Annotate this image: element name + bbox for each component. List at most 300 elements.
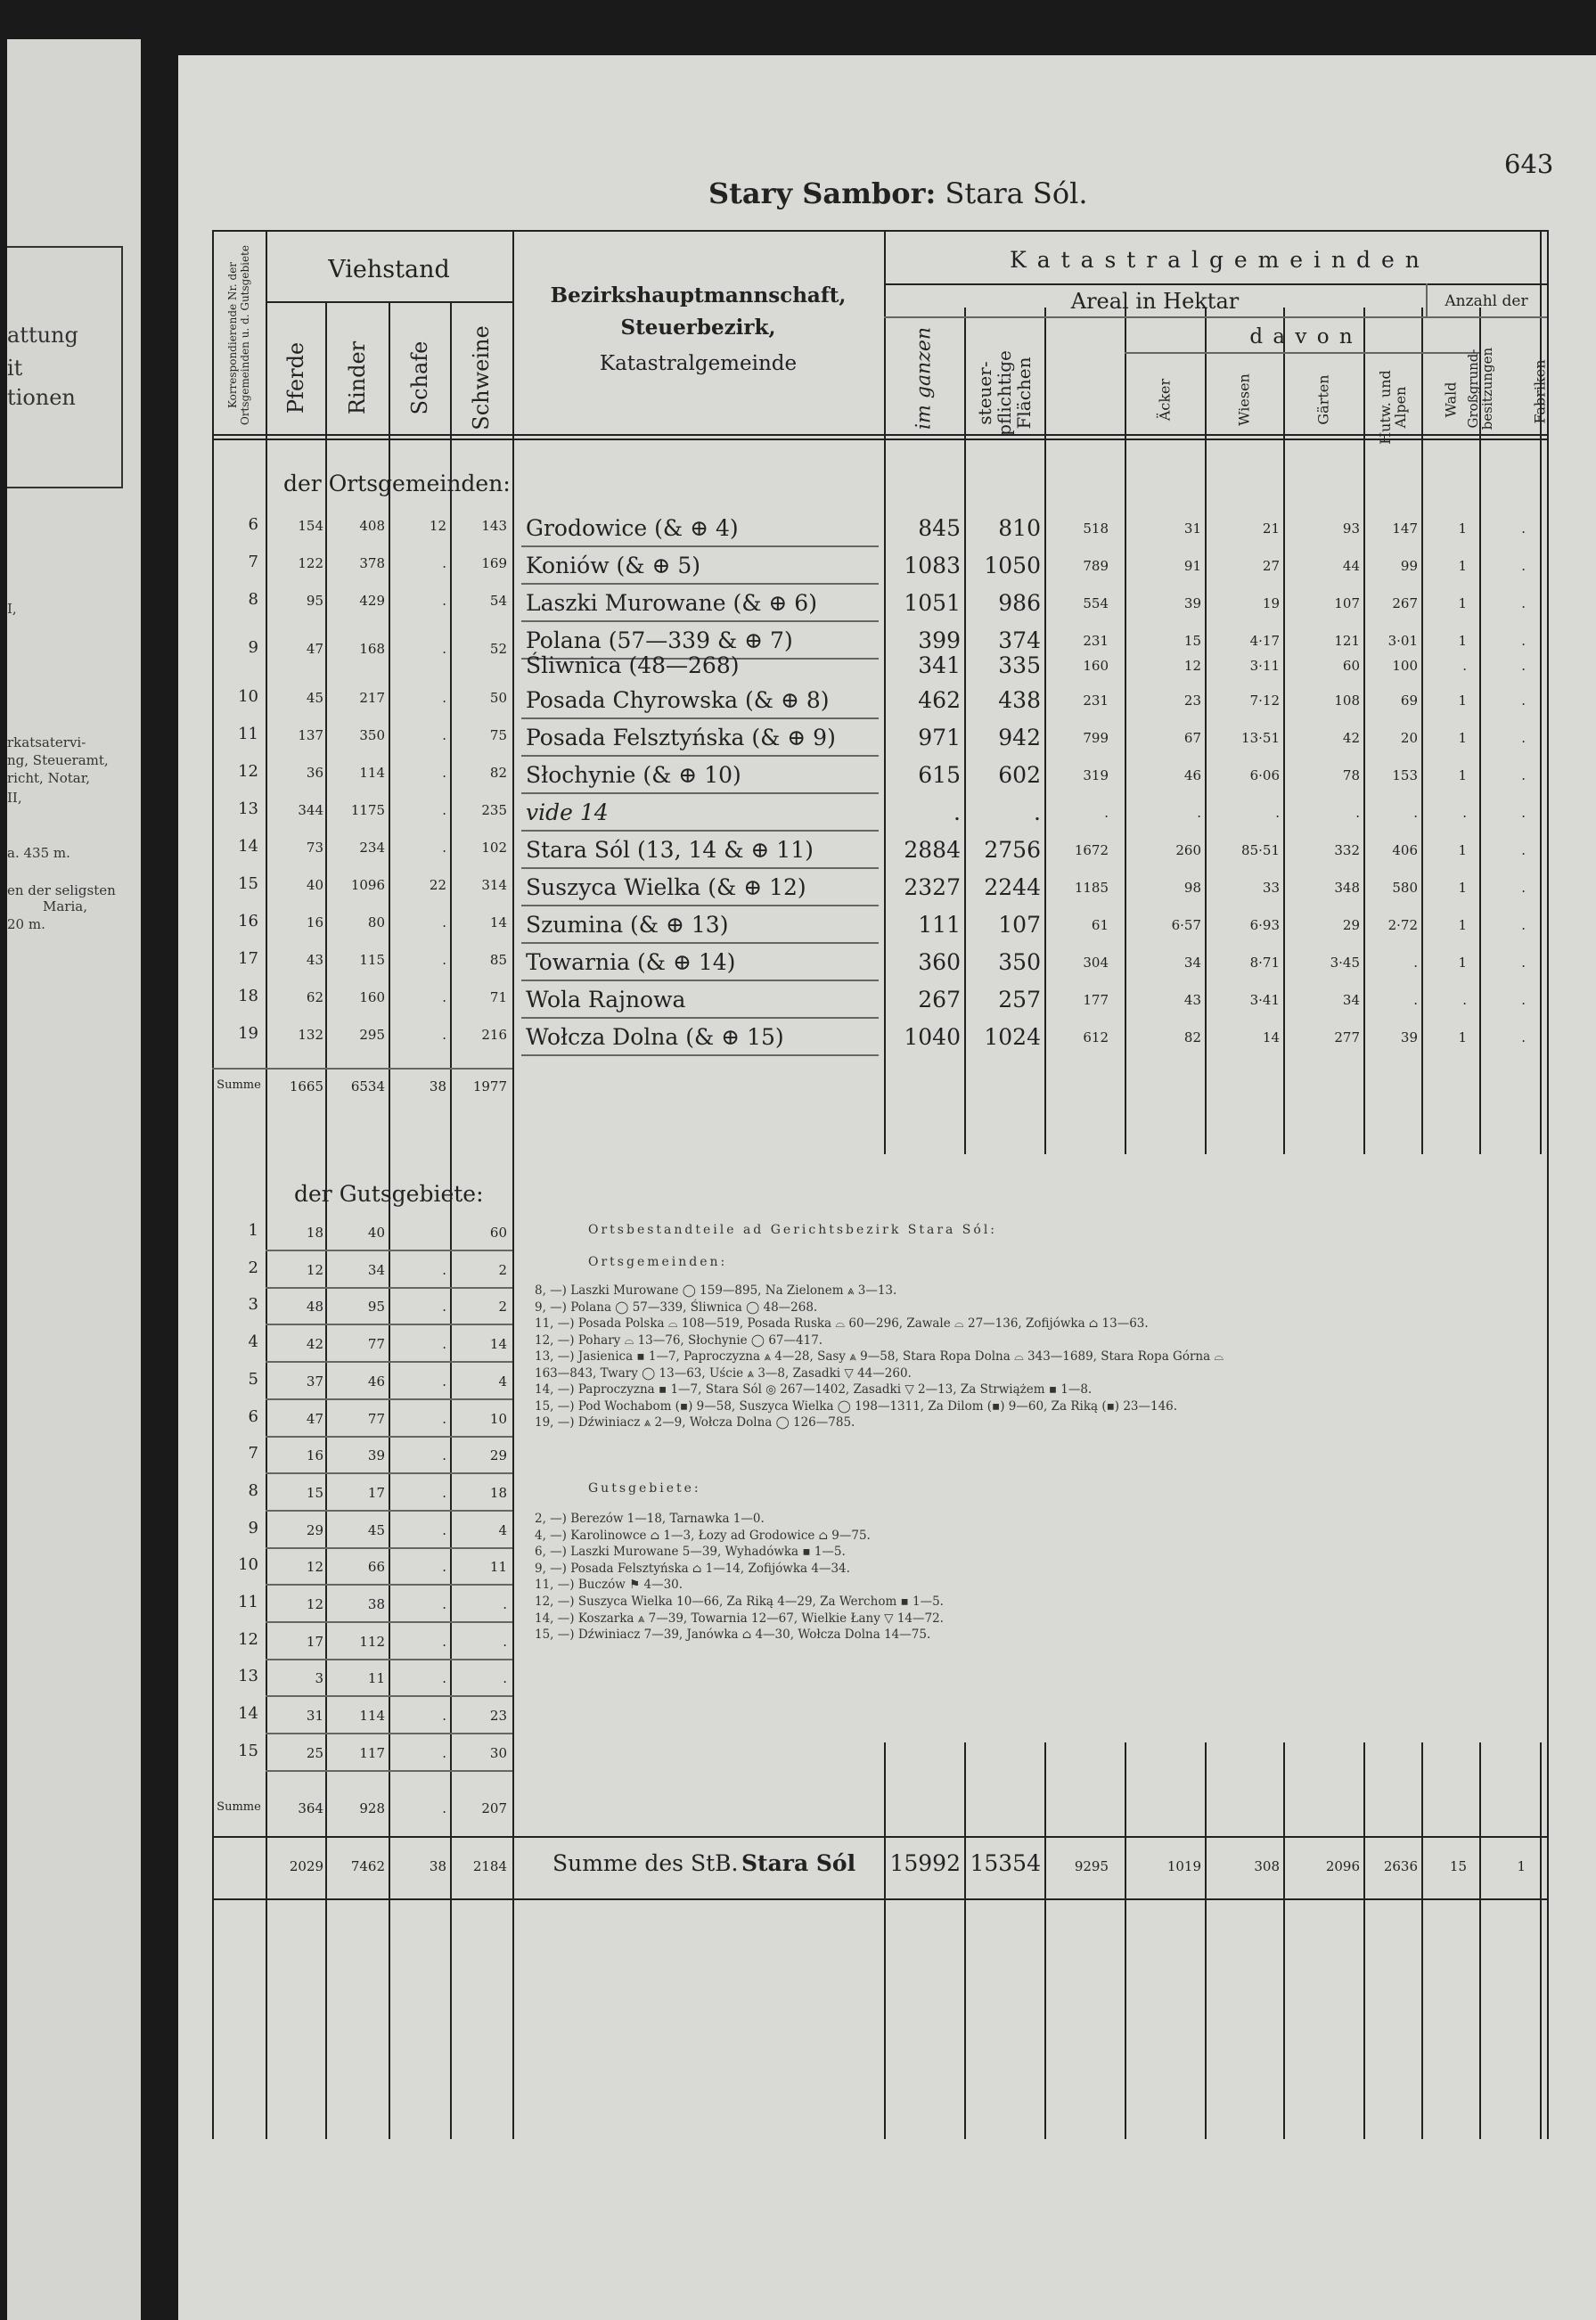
aecker: 554 — [1083, 595, 1109, 611]
guts-schweine: 4 — [498, 1521, 507, 1538]
wald: 406 — [1392, 842, 1418, 858]
vieh-col-header-1: Rinder — [344, 340, 370, 415]
guts-sum-pferde: 364 — [298, 1800, 323, 1816]
wald: 2·72 — [1387, 917, 1418, 933]
guts-row-rule — [266, 1695, 512, 1697]
fabriken: . — [1521, 842, 1526, 858]
im-ganzen-header: im ganzen — [913, 326, 936, 430]
fabriken: . — [1521, 693, 1526, 709]
legend-guts-line: 12, —) Suszyca Wielka 10—66, Za Riką 4—29, Za Werchom ▪ 1—5. — [535, 1594, 944, 1609]
pferde: 43 — [306, 952, 323, 968]
schafe: . — [442, 989, 446, 1005]
guts-schafe: . — [442, 1299, 446, 1316]
row-nr: 10 — [238, 687, 258, 706]
davon-col-header-0: Äcker — [1156, 378, 1174, 422]
steuerpflichtig: 602 — [998, 762, 1041, 788]
row-nr: 6 — [248, 515, 258, 534]
total-wald: 2636 — [1383, 1858, 1418, 1874]
orts-sum-rule — [212, 1068, 512, 1070]
guts-row-rule — [266, 1250, 512, 1251]
guts-schweine: 23 — [489, 1708, 507, 1725]
total-pferde: 2029 — [289, 1858, 323, 1874]
guts-pferde: 17 — [306, 1633, 323, 1650]
wald: 3·01 — [1387, 633, 1418, 649]
fabriken: . — [1521, 880, 1526, 896]
left-frag-8: en der seligsten — [7, 882, 116, 898]
hutweiden: 78 — [1342, 767, 1360, 783]
pferde: 344 — [298, 802, 323, 818]
legend-orts-line: 14, —) Paproczyzna ▪ 1—7, Stara Sól ◎ 267—1402, Zasadki ▽ 2—13, Za Strwiążem ▪ 1—8. — [535, 1382, 1093, 1397]
aecker: 319 — [1083, 767, 1109, 783]
gaerten: 4·17 — [1249, 633, 1280, 649]
wald: . — [1413, 992, 1418, 1008]
guts-nr: 1 — [248, 1221, 258, 1240]
guts-rinder: 40 — [367, 1225, 385, 1241]
wiesen: 67 — [1183, 730, 1201, 746]
header-bottom-rule-2 — [212, 439, 1547, 440]
schweine: 235 — [481, 802, 507, 818]
row-nr: 9 — [248, 638, 258, 657]
wiesen: 260 — [1175, 842, 1201, 858]
rinder: 234 — [359, 840, 385, 856]
total-gaerten: 308 — [1254, 1858, 1280, 1874]
fabriken: . — [1521, 992, 1526, 1008]
guts-pferde: 31 — [306, 1708, 323, 1725]
wiesen: 31 — [1183, 521, 1201, 537]
schweine: 169 — [481, 555, 507, 571]
guts-nr: 11 — [238, 1593, 258, 1611]
im-ganzen: 2327 — [904, 874, 961, 900]
fabriken: . — [1521, 558, 1526, 574]
guts-rinder: 117 — [359, 1744, 385, 1761]
gaerten: 27 — [1262, 558, 1280, 574]
guts-schafe: . — [442, 1744, 446, 1761]
fabriken: . — [1521, 917, 1526, 933]
wald-2: 100 — [1392, 658, 1418, 674]
vieh-col-header-3: Schweine — [469, 325, 494, 430]
table-right-rule — [1547, 230, 1549, 2139]
aecker: 231 — [1083, 693, 1109, 709]
total-aecker: 9295 — [1074, 1858, 1109, 1874]
gaerten-2: 3·11 — [1249, 658, 1280, 674]
row-nr: 7 — [248, 553, 258, 571]
steuerpflichtig: 107 — [998, 912, 1041, 938]
aecker: 789 — [1083, 558, 1109, 574]
guts-pferde: 12 — [306, 1559, 323, 1576]
guts-row-rule — [266, 1770, 512, 1772]
wald: 147 — [1392, 521, 1418, 537]
aecker-2: 160 — [1083, 658, 1109, 674]
guts-sum-schafe: . — [442, 1800, 446, 1816]
schafe: . — [442, 690, 446, 706]
guts-rinder: 66 — [367, 1559, 385, 1576]
guts-pferde: 15 — [306, 1484, 323, 1501]
guts-pferde: 37 — [306, 1373, 323, 1390]
gemeinde-name: Wołcza Dolna (& ⊕ 15) — [526, 1024, 784, 1050]
left-frag-10: 20 m. — [7, 916, 45, 932]
rinder: 1096 — [350, 877, 385, 893]
guts-schweine: 2 — [498, 1299, 507, 1316]
grossgrund: . — [1462, 992, 1467, 1008]
guts-rinder: 77 — [367, 1336, 385, 1353]
hutweiden: 107 — [1334, 595, 1360, 611]
guts-sum-rinder: 928 — [359, 1800, 385, 1816]
pferde: 137 — [298, 727, 323, 743]
grossgrund: 1 — [1458, 917, 1467, 933]
gemeinde-name: Wola Rajnowa — [526, 987, 686, 1012]
orts-sum-schweine: 1977 — [472, 1078, 507, 1094]
legend-guts-line: 2, —) Berezów 1—18, Tarnawka 1—0. — [535, 1512, 765, 1526]
steuerpflichtig: 942 — [998, 725, 1041, 750]
legend-orts-line: 19, —) Dźwiniacz ⩓ 2—9, Wołcza Dolna ◯ 126—785. — [535, 1415, 855, 1430]
guts-schafe: . — [442, 1559, 446, 1576]
guts-pferde: 18 — [306, 1225, 323, 1241]
row-nr: 16 — [238, 912, 258, 930]
gemeinde-name: Towarnia (& ⊕ 14) — [526, 949, 736, 975]
legend-heading: Ortsbestandteile ad Gerichtsbezirk Stara Sól: — [588, 1223, 998, 1237]
grossgrund: 1 — [1458, 955, 1467, 971]
guts-row-rule — [266, 1361, 512, 1363]
rinder: 408 — [359, 518, 385, 534]
rinder: 114 — [359, 765, 385, 781]
anzahl-header: Anzahl der — [1445, 292, 1528, 310]
hutweiden: 277 — [1334, 1029, 1360, 1045]
guts-nr: 2 — [248, 1258, 258, 1277]
guts-row-rule — [266, 1547, 512, 1549]
total-label-bold: Stara Sól — [741, 1850, 856, 1876]
guts-pferde: 16 — [306, 1447, 323, 1464]
grossgrund: 1 — [1458, 633, 1467, 649]
wiesen: 34 — [1183, 955, 1201, 971]
gemeinde-name: Słochynie (& ⊕ 10) — [526, 762, 741, 788]
bez-header-3: Katastralgemeinde — [599, 352, 798, 375]
im-ganzen: 1040 — [904, 1024, 961, 1050]
hutweiden: 348 — [1334, 880, 1360, 896]
pferde: 47 — [306, 641, 323, 657]
fabriken: . — [1521, 521, 1526, 537]
anz-col-header-1: Fabriken — [1531, 359, 1549, 424]
guts-nr: 7 — [248, 1444, 258, 1463]
guts-rinder: 112 — [359, 1633, 385, 1650]
left-frag-4: rkatsatervi- — [7, 734, 86, 750]
gaerten: 19 — [1262, 595, 1280, 611]
guts-schweine: 10 — [489, 1410, 507, 1427]
schafe: . — [442, 641, 446, 657]
areal-rule — [884, 316, 1547, 318]
areal-header: Areal in Hektar — [1070, 289, 1240, 314]
schweine: 54 — [489, 593, 507, 609]
gaerten: 33 — [1262, 880, 1280, 896]
schafe: 12 — [429, 518, 446, 534]
guts-row-rule — [266, 1436, 512, 1438]
vieh-col-header-2: Schafe — [406, 340, 432, 415]
bez-header-2: Steuerbezirk, — [620, 316, 776, 340]
guts-rinder: 38 — [367, 1596, 385, 1612]
wiesen: 43 — [1183, 992, 1201, 1008]
guts-pferde: 12 — [306, 1261, 323, 1278]
guts-schafe: . — [442, 1447, 446, 1464]
grossgrund: 1 — [1458, 880, 1467, 896]
guts-sum-label: Summe — [217, 1800, 261, 1814]
schweine: 102 — [481, 840, 507, 856]
orts-sum-schafe: 38 — [429, 1078, 446, 1094]
gemeinde-name: Stara Sól (13, 14 & ⊕ 11) — [526, 837, 814, 863]
rinder: 160 — [359, 989, 385, 1005]
orts-sum-label: Summe — [217, 1078, 261, 1092]
im-ganzen: 360 — [918, 949, 961, 975]
name-underline — [521, 583, 879, 585]
gemeinde-name: vide 14 — [526, 799, 609, 825]
grossgrund-2: . — [1462, 658, 1467, 674]
left-frag-9: Maria, — [43, 898, 87, 914]
legend-orts-line: 8, —) Laszki Murowane ◯ 159—895, Na Zielonem ⩓ 3—13. — [535, 1283, 897, 1298]
row-nr: 11 — [238, 725, 258, 743]
name-underline — [521, 717, 879, 719]
table-top-rule — [212, 230, 1547, 232]
total-schweine: 2184 — [472, 1858, 507, 1874]
fabriken-2: . — [1521, 658, 1526, 674]
gaerten: 3·41 — [1249, 992, 1280, 1008]
grossgrund: . — [1462, 805, 1467, 821]
bez-header-1: Bezirkshauptmannschaft, — [550, 283, 847, 307]
schweine: 75 — [489, 727, 507, 743]
total-top-rule — [212, 1836, 1547, 1838]
gaerten: 6·06 — [1249, 767, 1280, 783]
section-guts: der Gutsgebiete: — [294, 1181, 484, 1207]
grossgrund: 1 — [1458, 730, 1467, 746]
name-underline — [521, 905, 879, 906]
legend-guts-line: 9, —) Posada Felsztyńska ⌂ 1—14, Zofijówka 4—34. — [535, 1561, 850, 1576]
gemeinde-name-2: Śliwnica (48—268) — [526, 652, 740, 678]
aecker: 1185 — [1074, 880, 1109, 896]
hutweiden: 3·45 — [1330, 955, 1360, 971]
guts-nr: 10 — [238, 1555, 258, 1575]
wald: . — [1413, 955, 1418, 971]
grossgrund: 1 — [1458, 595, 1467, 611]
wiesen: 98 — [1183, 880, 1201, 896]
davon-rule — [1125, 352, 1479, 354]
schweine: 14 — [489, 914, 507, 930]
legend-orts-line: 9, —) Polana ◯ 57—339, Śliwnica ◯ 48—268. — [535, 1299, 818, 1315]
rinder: 378 — [359, 555, 385, 571]
legend-guts-line: 15, —) Dźwiniacz 7—39, Janówka ⌂ 4—30, Wołcza Dolna 14—75. — [535, 1627, 931, 1643]
grossgrund: 1 — [1458, 693, 1467, 709]
steuerpflichtig: . — [1034, 799, 1041, 825]
total-hutweiden: 2096 — [1325, 1858, 1360, 1874]
guts-row-rule — [266, 1287, 512, 1289]
guts-nr: 3 — [248, 1295, 258, 1315]
pferde: 73 — [306, 840, 323, 856]
steuerpflichtig: 1024 — [984, 1024, 1041, 1050]
gaerten: 21 — [1262, 521, 1280, 537]
legend-orts-line: 11, —) Posada Polska ⌓ 108—519, Posada Ruska ⌓ 60—296, Zawale ⌓ 27—136, Zofijówka ⌂ 13—63. — [535, 1316, 1149, 1331]
steuerpflichtig: 438 — [998, 687, 1041, 713]
gemeinde-name: Posada Chyrowska (& ⊕ 8) — [526, 687, 830, 713]
davon-col-header-1: Wiesen — [1235, 373, 1253, 426]
pferde: 154 — [298, 518, 323, 534]
name-underline — [521, 830, 879, 832]
guts-nr: 6 — [248, 1406, 258, 1426]
schweine: 71 — [489, 989, 507, 1005]
legend-guts-line: 4, —) Karolinowce ⌂ 1—3, Łozy ad Grodowice ⌂ 9—75. — [535, 1528, 871, 1543]
hutweiden: 332 — [1334, 842, 1360, 858]
total-im-ganzen: 15992 — [889, 1850, 961, 1876]
gemeinde-name: Szumina (& ⊕ 13) — [526, 912, 729, 938]
pferde: 95 — [306, 593, 323, 609]
rinder: 429 — [359, 593, 385, 609]
gaerten: 7·12 — [1249, 693, 1280, 709]
legend-ortsgemeinden-heading: Ortsgemeinden: — [588, 1255, 728, 1269]
name-underline — [521, 980, 879, 981]
guts-sum-schweine: 207 — [481, 1800, 507, 1816]
grossgrund: 1 — [1458, 767, 1467, 783]
pferde: 132 — [298, 1027, 323, 1043]
guts-schweine: 29 — [489, 1447, 507, 1464]
page-number: 643 — [1504, 149, 1554, 179]
guts-pferde: 29 — [306, 1521, 323, 1538]
guts-schweine: 18 — [489, 1484, 507, 1501]
guts-schweine: . — [503, 1633, 507, 1650]
aecker: 177 — [1083, 992, 1109, 1008]
im-ganzen: . — [954, 799, 961, 825]
pferde: 40 — [306, 877, 323, 893]
guts-schweine: 30 — [489, 1744, 507, 1761]
guts-schafe: . — [442, 1596, 446, 1612]
im-ganzen: 111 — [918, 912, 961, 938]
total-fabriken: 1 — [1517, 1858, 1526, 1874]
davon-header: d a v o n — [1249, 325, 1355, 348]
guts-pferde: 48 — [306, 1299, 323, 1316]
steuerpflichtig: 986 — [998, 590, 1041, 616]
guts-schweine: . — [503, 1670, 507, 1687]
wiesen: 6·57 — [1171, 917, 1201, 933]
rinder: 1175 — [350, 802, 385, 818]
guts-pferde: 12 — [306, 1596, 323, 1612]
name-underline — [521, 1017, 879, 1019]
guts-rinder: 11 — [367, 1670, 385, 1687]
total-rinder: 7462 — [350, 1858, 385, 1874]
legend-guts-heading: Gutsgebiete: — [588, 1481, 701, 1496]
rinder: 350 — [359, 727, 385, 743]
im-ganzen: 615 — [918, 762, 961, 788]
left-frag-2: it — [7, 356, 23, 381]
schweine: 82 — [489, 765, 507, 781]
viehstand-rule — [266, 301, 512, 303]
aecker: 612 — [1083, 1029, 1109, 1045]
gaerten: 6·93 — [1249, 917, 1280, 933]
schafe: . — [442, 727, 446, 743]
guts-pferde: 3 — [315, 1670, 323, 1687]
name-underline — [521, 942, 879, 944]
rinder: 168 — [359, 641, 385, 657]
guts-rinder: 77 — [367, 1410, 385, 1427]
page-title: Stary Sambor: Stara Sól. — [708, 176, 1088, 210]
hutweiden: 108 — [1334, 693, 1360, 709]
name-underline — [521, 1054, 879, 1056]
legend-guts-line: 6, —) Laszki Murowane 5—39, Wyhadówka ▪ 1—5. — [535, 1545, 846, 1560]
schafe: . — [442, 952, 446, 968]
guts-schweine: 60 — [489, 1225, 507, 1241]
davon-col-header-2: Gärten — [1314, 374, 1332, 425]
row-nr: 18 — [238, 987, 258, 1005]
orts-sum-pferde: 1665 — [289, 1078, 323, 1094]
steuerpflichtig: 374 — [998, 627, 1041, 653]
gemeinde-name: Suszyca Wielka (& ⊕ 12) — [526, 874, 806, 900]
pferde: 16 — [306, 914, 323, 930]
guts-rinder: 114 — [359, 1708, 385, 1725]
fabriken: . — [1521, 767, 1526, 783]
im-ganzen: 845 — [918, 515, 961, 541]
fabriken: . — [1521, 1029, 1526, 1045]
im-ganzen: 399 — [918, 627, 961, 653]
davon-col-header-4: Wald — [1442, 381, 1459, 418]
total-steuerpflichtig: 15354 — [970, 1850, 1041, 1876]
guts-rinder: 95 — [367, 1299, 385, 1316]
guts-row-rule — [266, 1398, 512, 1400]
hutweiden: 44 — [1342, 558, 1360, 574]
steuerpflichtig-2: 335 — [998, 652, 1041, 678]
wiesen: 46 — [1183, 767, 1201, 783]
guts-nr: 5 — [248, 1369, 258, 1389]
fabriken: . — [1521, 955, 1526, 971]
wiesen: 91 — [1183, 558, 1201, 574]
wald: . — [1413, 805, 1418, 821]
guts-row-rule — [266, 1659, 512, 1660]
gemeinde-name: Grodowice (& ⊕ 4) — [526, 515, 739, 541]
grossgrund: 1 — [1458, 1029, 1467, 1045]
guts-schafe: . — [442, 1633, 446, 1650]
schafe: . — [442, 914, 446, 930]
guts-pferde: 25 — [306, 1744, 323, 1761]
total-label: Summe des StB. — [552, 1850, 739, 1876]
orts-sum-rinder: 6534 — [350, 1078, 385, 1094]
hutweiden: 121 — [1334, 633, 1360, 649]
im-ganzen-2: 341 — [918, 652, 961, 678]
name-underline — [521, 545, 879, 547]
im-ganzen: 1051 — [904, 590, 961, 616]
steuer-header: steuer- pflichtige Flächen — [974, 350, 1035, 436]
im-ganzen: 1083 — [904, 553, 961, 578]
guts-schafe: . — [442, 1670, 446, 1687]
guts-pferde: 47 — [306, 1410, 323, 1427]
left-frag-1: attung — [7, 323, 78, 348]
wiesen: 23 — [1183, 693, 1201, 709]
guts-schafe: . — [442, 1521, 446, 1538]
guts-schafe: . — [442, 1484, 446, 1501]
hutweiden: 42 — [1342, 730, 1360, 746]
total-grossgrund: 15 — [1449, 1858, 1467, 1874]
schweine: 50 — [489, 690, 507, 706]
guts-schweine: 2 — [498, 1261, 507, 1278]
pferde: 62 — [306, 989, 323, 1005]
row-nr: 13 — [238, 799, 258, 818]
wiesen: 82 — [1183, 1029, 1201, 1045]
im-ganzen: 971 — [918, 725, 961, 750]
left-frag-5: ng, Steueramt, — [7, 752, 109, 768]
guts-schafe: . — [442, 1261, 446, 1278]
guts-rinder: 17 — [367, 1484, 385, 1501]
steuerpflichtig: 810 — [998, 515, 1041, 541]
row-nr: 14 — [238, 837, 258, 856]
wiesen: 39 — [1183, 595, 1201, 611]
rinder: 295 — [359, 1027, 385, 1043]
rinder: 217 — [359, 690, 385, 706]
schafe: . — [442, 593, 446, 609]
left-page-fragment — [7, 39, 141, 2320]
schafe: 22 — [429, 877, 446, 893]
wald: 267 — [1392, 595, 1418, 611]
grossgrund: 1 — [1458, 521, 1467, 537]
